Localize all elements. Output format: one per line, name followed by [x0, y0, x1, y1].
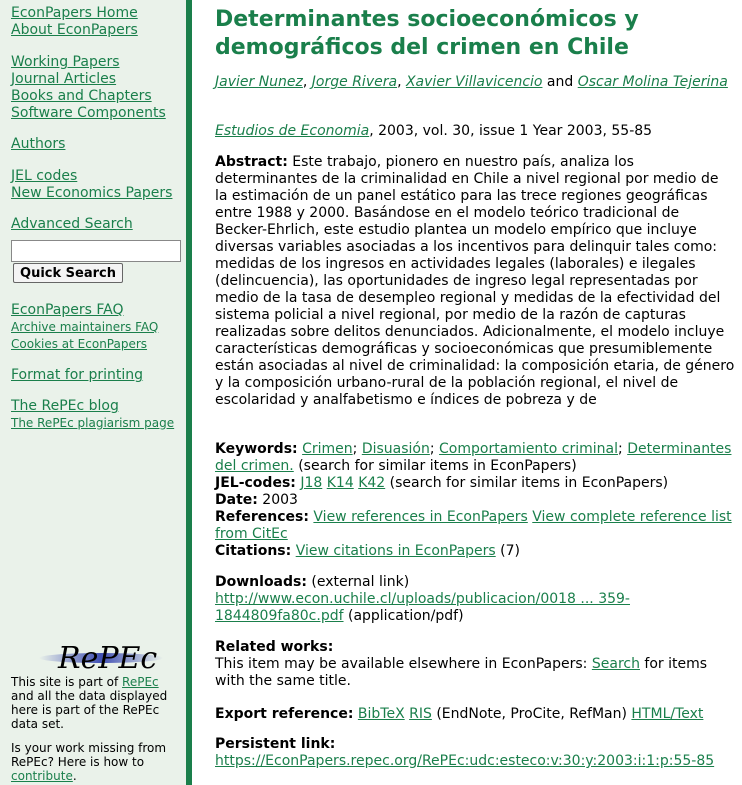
- references: [215, 509, 735, 543]
- ris-link[interactable]: RIS: [409, 706, 432, 722]
- author-list: [215, 74, 735, 91]
- persistent-link: [215, 736, 735, 770]
- html-text-link[interactable]: HTML/Text: [631, 706, 704, 722]
- view-references-link[interactable]: View references in EconPapers: [313, 509, 528, 525]
- persistent-url-link[interactable]: https://EconPapers.repec.org/RePEc:udc:esteco:v:30:y:2003:i:1:p:55-85: [215, 753, 715, 769]
- sidebar-nav-authors: [11, 136, 65, 153]
- related-works-pre: This item may be available elsewhere in EconPapers:: [215, 656, 592, 672]
- author-separator: ,: [302, 74, 312, 90]
- keyword-separator: ;: [429, 441, 440, 457]
- related-works-post: for items with the same title.: [215, 656, 708, 689]
- quick-search-input[interactable]: [11, 240, 181, 262]
- jel-code-link[interactable]: K42: [358, 475, 386, 491]
- bibtex-link[interactable]: BibTeX: [357, 706, 405, 722]
- date-value: 2003: [257, 492, 298, 508]
- download-pdf-link[interactable]: http://www.econ.uchile.cl/uploads/publicacion/0018 ... 359-1844809fa80c.pdf: [215, 591, 630, 624]
- keyword-link[interactable]: Disuasión: [361, 441, 430, 457]
- cookies-link[interactable]: Cookies at EconPapers: [11, 337, 148, 351]
- keywords-label: Keywords:: [215, 441, 298, 457]
- contribute-link[interactable]: contribute: [11, 769, 73, 783]
- citations-label: Citations:: [215, 543, 292, 559]
- references-label: References:: [215, 509, 309, 525]
- jel-code-link[interactable]: J18: [300, 475, 323, 491]
- quick-search-button[interactable]: Quick Search: [13, 263, 123, 283]
- software-components-link[interactable]: Software Components: [11, 105, 166, 121]
- sidebar-blog: [11, 398, 119, 415]
- keyword-link[interactable]: Comportamiento criminal: [439, 441, 619, 457]
- abstract: [215, 154, 735, 409]
- about-econpapers-link[interactable]: About EconPapers: [11, 22, 138, 38]
- view-citations-link[interactable]: View citations in EconPapers: [295, 543, 496, 559]
- archive-maintainers-faq-link[interactable]: Archive maintainers FAQ: [11, 320, 159, 334]
- sidebar-nav-home: [11, 5, 138, 39]
- author-link[interactable]: Oscar Molina Tejerina: [577, 74, 728, 90]
- downloads: [215, 574, 735, 625]
- sidebar-print: [11, 367, 143, 384]
- ris-note: (EndNote, ProCite, RefMan): [431, 706, 632, 722]
- page-title: Determinantes socioeconómicos y demográficos del crimen en Chile: [215, 7, 639, 60]
- jel-label: JEL-codes:: [215, 475, 296, 491]
- sidebar-plagiarism: [11, 415, 174, 432]
- journal-details: , 2003, vol. 30, issue 1 Year 2003, 55-85: [369, 123, 653, 139]
- author-separator: ,: [397, 74, 406, 90]
- abstract-text: Este trabajo, pionero en nuestro país, analiza los determinantes de la criminalidad en Chile a nivel regional por medio de la estimación de un panel estático para las trece regiones geográficas entre 1988 y 2000. Basándose en el modelo teórico tradicional de Becker-Ehrlich, este estudio plantea un modelo empírico que incluye diversas variables asociadas a los incentivos para delinquir tales como: medidas de los ingresos en actividades legales (laborales) e ilegales (delincuencia), las oportunidades de ingreso legal representadas por medio de la tasa de desempleo regional y medidas de la efectividad del sistema policial a nivel regional, por medio de la razón de capturas realizadas sobre delitos denunciados. Adicionalmente, el modelo incluye características demográficas y socioeconómicas que presumiblemente están asociadas al nivel de criminalidad: la composición etaria, de género y la composición urbano-rural de la población regional, el nivel de escolaridad y analfabetismo e índices de pobreza y de: [215, 154, 735, 408]
- journal-link[interactable]: Estudios de Economia: [215, 123, 370, 139]
- repec-logo: [36, 638, 166, 676]
- sidebar-faq-small: [11, 319, 158, 353]
- econpapers-faq-link[interactable]: EconPapers FAQ: [11, 302, 124, 318]
- author-link[interactable]: Javier Nunez: [215, 74, 303, 90]
- contribute-note: [11, 741, 176, 783]
- repec-link[interactable]: RePEc: [122, 675, 159, 689]
- repec-note-pre: This site is part of: [11, 675, 123, 689]
- authors-link[interactable]: Authors: [11, 136, 66, 152]
- jel-suffix: (search for similar items in EconPapers): [385, 475, 669, 491]
- keywords: [215, 441, 735, 475]
- complete-reference-list-link[interactable]: View complete reference list from CitEc: [215, 509, 732, 542]
- repec-note-post: and all the data displayed here is part of the RePEc data set.: [11, 689, 168, 731]
- persistent-link-label: Persistent link:: [215, 736, 336, 752]
- sidebar-nav-jel: [11, 168, 172, 202]
- related-works-label: Related works:: [215, 639, 334, 655]
- books-chapters-link[interactable]: Books and Chapters: [11, 88, 152, 104]
- downloads-label: Downloads:: [215, 574, 307, 590]
- related-works: [215, 639, 735, 690]
- repec-blog-link[interactable]: The RePEc blog: [11, 398, 119, 414]
- contribute-note-post: .: [72, 769, 77, 783]
- keyword-link[interactable]: Crimen: [302, 441, 353, 457]
- export-reference: [215, 706, 735, 723]
- sidebar-border: [186, 0, 192, 785]
- downloads-note: (external link): [306, 574, 410, 590]
- author-separator: and: [542, 74, 578, 90]
- date: [215, 492, 735, 509]
- repec-logo-text: RePEc: [58, 641, 158, 676]
- plagiarism-page-link[interactable]: The RePEc plagiarism page: [11, 416, 175, 430]
- format-for-printing-link[interactable]: Format for printing: [11, 367, 144, 383]
- citations-count: (7): [495, 543, 520, 559]
- download-type: (application/pdf): [343, 608, 464, 624]
- econpapers-home-link[interactable]: EconPapers Home: [11, 5, 138, 21]
- working-papers-link[interactable]: Working Papers: [11, 54, 120, 70]
- repec-note: [11, 675, 176, 731]
- sidebar-faq: [11, 302, 124, 319]
- abstract-label: Abstract:: [215, 154, 288, 170]
- jel-codes-link[interactable]: JEL codes: [11, 168, 78, 184]
- author-link[interactable]: Xavier Villavicencio: [405, 74, 543, 90]
- date-label: Date:: [215, 492, 258, 508]
- journal-citation: [215, 123, 735, 140]
- keyword-separator: ;: [618, 441, 628, 457]
- related-search-link[interactable]: Search: [591, 656, 640, 672]
- keyword-separator: ;: [352, 441, 362, 457]
- export-label: Export reference:: [215, 706, 354, 722]
- advanced-search-link[interactable]: Advanced Search: [11, 216, 133, 232]
- jel-code-link[interactable]: K14: [326, 475, 354, 491]
- keywords-suffix: (search for similar items in EconPapers): [293, 458, 577, 474]
- journal-articles-link[interactable]: Journal Articles: [11, 71, 117, 87]
- keyword-link[interactable]: Determinantes del crimen.: [215, 441, 732, 474]
- contribute-note-pre: Is your work missing from RePEc? Here is how to: [11, 741, 167, 769]
- new-economics-papers-link[interactable]: New Economics Papers: [11, 185, 173, 201]
- author-link[interactable]: Jorge Rivera: [311, 74, 398, 90]
- sidebar-advanced-search: [11, 216, 133, 233]
- jel-codes: [215, 475, 735, 492]
- citations: [215, 543, 735, 560]
- sidebar-nav-content: [11, 54, 166, 122]
